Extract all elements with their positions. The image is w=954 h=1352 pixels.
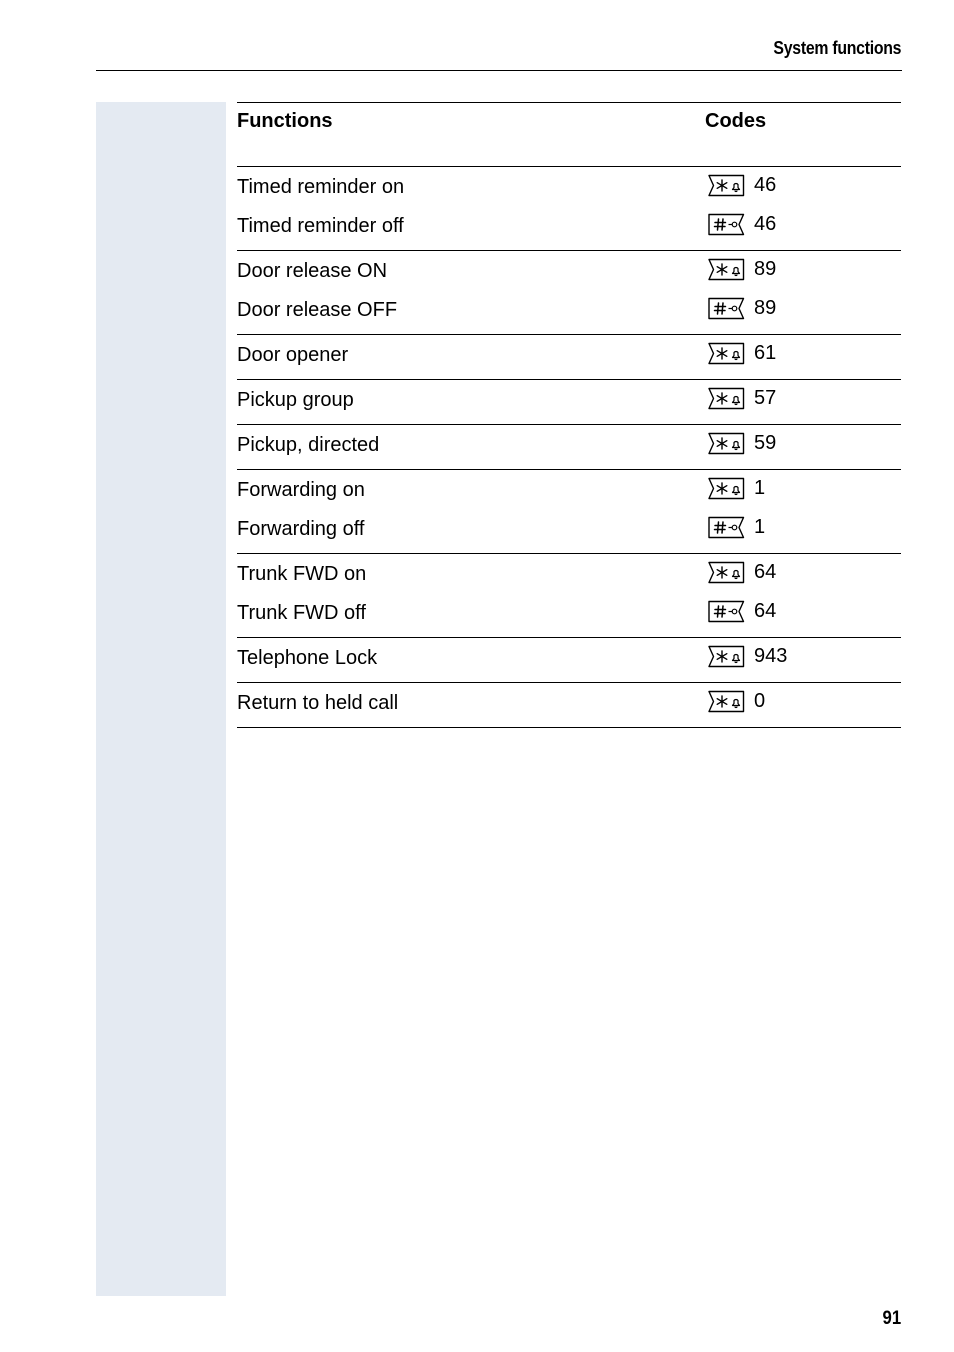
function-code — [707, 690, 765, 713]
function-code — [707, 600, 776, 623]
table-row-group — [237, 380, 901, 425]
table-row-group — [237, 335, 901, 380]
table-row-group — [237, 470, 901, 554]
table-row — [237, 208, 901, 247]
function-code — [707, 174, 776, 197]
table-row — [237, 640, 901, 679]
function-code — [707, 387, 776, 410]
star-key-icon — [707, 342, 745, 365]
function-code — [707, 258, 776, 281]
table-row — [237, 472, 901, 511]
function-name: Timed reminder on — [237, 176, 405, 198]
code-number: 1 — [754, 516, 766, 538]
function-code — [707, 297, 776, 320]
table-row — [237, 511, 901, 550]
hash-key-icon — [707, 600, 745, 623]
star-key-icon — [707, 477, 745, 500]
hash-key-icon — [707, 516, 745, 539]
code-number: 1 — [754, 477, 766, 499]
function-name: Forwarding on — [237, 479, 365, 501]
function-name: Timed reminder off — [237, 215, 404, 237]
function-code — [707, 516, 765, 539]
function-name: Forwarding off — [237, 518, 365, 540]
function-name: Telephone Lock — [237, 647, 378, 669]
star-key-icon — [707, 174, 745, 197]
header-rule — [96, 70, 902, 71]
table-row-group — [237, 683, 901, 728]
function-name: Door release ON — [237, 260, 388, 282]
code-number: 943 — [754, 645, 788, 667]
table-row-group — [237, 251, 901, 335]
column-header-functions: Functions — [237, 110, 333, 132]
code-number: 61 — [754, 342, 777, 364]
function-name: Trunk FWD on — [237, 563, 367, 585]
star-key-icon — [707, 258, 745, 281]
table-row-group — [237, 638, 901, 683]
function-code — [707, 213, 776, 236]
hash-key-icon — [707, 297, 745, 320]
star-key-icon — [707, 645, 745, 668]
function-code — [707, 342, 776, 365]
function-name: Return to held call — [237, 692, 399, 714]
star-key-icon — [707, 432, 745, 455]
code-number: 46 — [754, 174, 777, 196]
star-key-icon — [707, 387, 745, 410]
code-number: 64 — [754, 561, 777, 583]
star-key-icon — [707, 561, 745, 584]
page-number: 91 — [882, 1308, 901, 1329]
table-row-group — [237, 554, 901, 638]
table-row — [237, 253, 901, 292]
function-code — [707, 561, 776, 584]
code-number: 89 — [754, 297, 777, 319]
function-name: Trunk FWD off — [237, 602, 366, 624]
table-row-group — [237, 425, 901, 470]
codes-table — [237, 102, 901, 728]
table-row — [237, 427, 901, 466]
table-row — [237, 292, 901, 331]
header-title: System functions — [773, 38, 901, 58]
table-row — [237, 337, 901, 376]
code-number: 46 — [754, 213, 777, 235]
code-number: 59 — [754, 432, 777, 454]
star-key-icon — [707, 690, 745, 713]
function-code — [707, 477, 765, 500]
code-number: 57 — [754, 387, 777, 409]
function-name: Pickup, directed — [237, 434, 380, 456]
table-row — [237, 685, 901, 724]
function-name: Pickup group — [237, 389, 354, 411]
table-body — [237, 167, 901, 728]
margin-band — [96, 102, 226, 1296]
table-row — [237, 556, 901, 595]
function-code — [707, 432, 776, 455]
function-name: Door opener — [237, 344, 349, 366]
table-row-group — [237, 167, 901, 251]
table-row — [237, 595, 901, 634]
function-name: Door release OFF — [237, 299, 398, 321]
table-header — [237, 103, 901, 167]
function-code — [707, 645, 787, 668]
code-number: 0 — [754, 690, 766, 712]
table-row — [237, 169, 901, 208]
code-number: 64 — [754, 600, 777, 622]
table-row — [237, 382, 901, 421]
hash-key-icon — [707, 213, 745, 236]
column-header-codes: Codes — [705, 110, 767, 132]
code-number: 89 — [754, 258, 777, 280]
